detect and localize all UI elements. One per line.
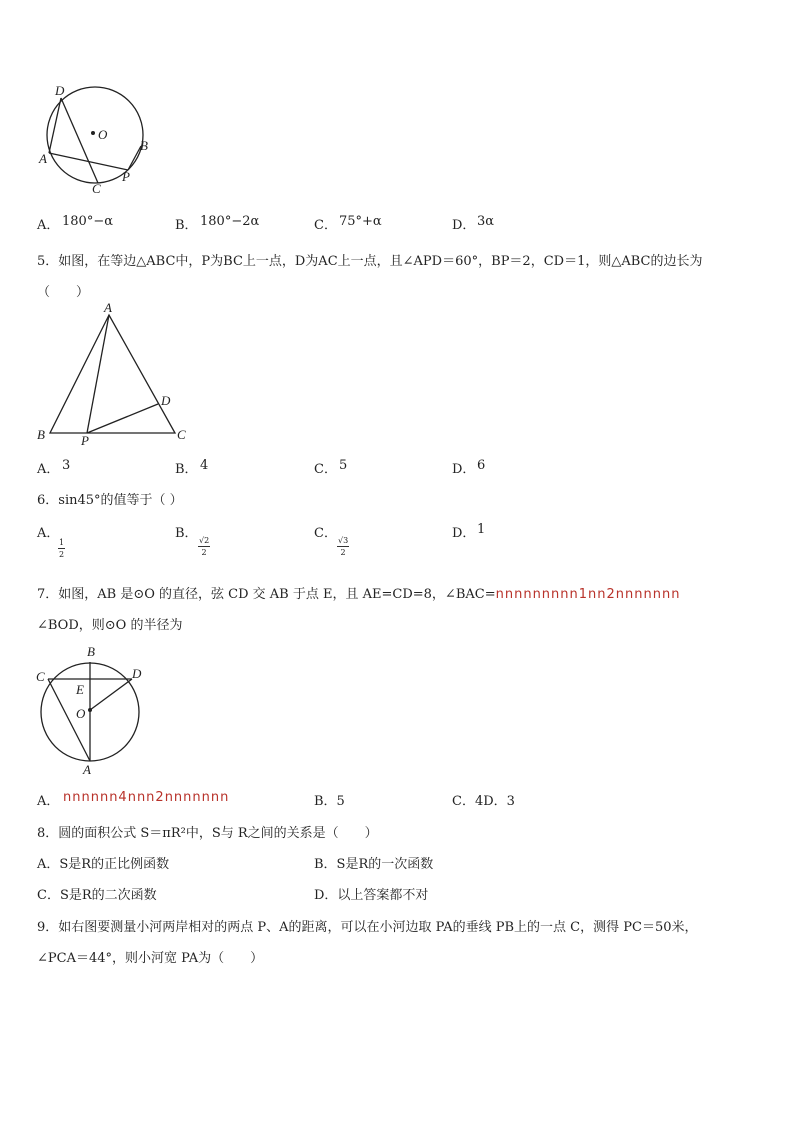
- q4-option-b: 180°−2α: [200, 214, 260, 229]
- q5-option-a-letter: A．: [37, 462, 60, 477]
- q5-label-C: C: [177, 427, 186, 442]
- q6-option-c-fraction: [337, 535, 349, 558]
- q4-option-a: 180°−α: [62, 214, 113, 229]
- q7-label-D: D: [132, 666, 142, 681]
- q4-option-a-letter: A．: [37, 218, 60, 233]
- q4-circle-figure: [30, 80, 160, 200]
- q6-option-c-denominator: 2: [340, 548, 346, 557]
- q4-line-DA: [49, 98, 61, 153]
- q4-center-dot: [91, 131, 95, 135]
- q6-option-c-numerator: √3: [338, 536, 349, 545]
- q5-label-A: A: [104, 300, 112, 315]
- q6-option-d-letter: D．: [452, 526, 476, 541]
- q8-option-d: D．以上答案都不对: [314, 888, 429, 903]
- q7-label-E: E: [76, 682, 84, 697]
- q8-option-b: B．S是R的一次函数: [314, 857, 434, 872]
- q5-label-P: P: [81, 433, 89, 448]
- q4-line-DC: [61, 98, 98, 183]
- q6-option-b-numerator: √2: [199, 536, 210, 545]
- q4-label-B: B: [140, 138, 148, 153]
- q7-garbled-formula: nnnnnnnnn1nn2nnnnnnn: [495, 587, 681, 602]
- q4-option-d-letter: D．: [452, 218, 476, 233]
- q9-stem-line1: 9．如右图要测量小河两岸相对的两点 P、A的距离，可以在小河边取 PA的垂线 PB上的一点 C，测得 PC＝50米，: [37, 920, 698, 935]
- q5-label-B: B: [37, 427, 45, 442]
- q6-option-b-denominator: 2: [201, 548, 207, 557]
- q7-stem-line1: [37, 583, 680, 602]
- q7-label-A: A: [83, 762, 91, 777]
- q8-stem: 8．圆的面积公式 S＝πR²中，S与 R之间的关系是（ ）: [37, 826, 378, 841]
- q5-stem-line2: （ ）: [37, 285, 90, 300]
- q6-option-a-numerator: 1: [59, 538, 65, 547]
- q7-stem-text: 7．如图，AB 是⊙O 的直径，弦 CD 交 AB 于点 E，且 AE=CD=8，∠BAC=: [37, 587, 496, 602]
- q7-option-a-letter: A．: [37, 794, 60, 809]
- q5-option-d: 6: [477, 458, 486, 473]
- q4-label-C: C: [92, 181, 101, 196]
- q6-option-c-letter: C．: [314, 526, 337, 541]
- q6-option-b-fraction: [198, 535, 210, 558]
- q5-triangle-figure: [30, 300, 200, 450]
- q4-option-c: 75°+α: [339, 214, 382, 229]
- q5-line-PD: [87, 404, 158, 433]
- q6-stem: 6．sin45°的值等于（ ）: [37, 493, 183, 508]
- q6-option-a-fraction: [58, 537, 65, 560]
- q5-option-d-letter: D．: [452, 462, 476, 477]
- q4-label-P: P: [122, 169, 130, 184]
- q5-option-a: 3: [62, 458, 71, 473]
- q8-option-c: C．S是R的二次函数: [37, 888, 157, 903]
- q5-option-b: 4: [200, 458, 209, 473]
- q6-option-b-letter: B．: [175, 526, 198, 541]
- q7-option-a-garbled: nnnnnn4nnn2nnnnnnn: [63, 790, 230, 805]
- q7-option-cd: C．4D．3: [452, 794, 515, 809]
- q7-stem-line2: ∠BOD，则⊙O 的半径为: [37, 618, 183, 633]
- q4-label-D: D: [55, 83, 65, 98]
- q7-label-C: C: [36, 669, 45, 684]
- q4-label-A: A: [39, 151, 47, 166]
- q5-option-c: 5: [339, 458, 348, 473]
- q7-center-dot: [88, 708, 92, 712]
- q4-line-AP: [49, 153, 128, 170]
- q4-option-c-letter: C．: [314, 218, 337, 233]
- q4-option-b-letter: B．: [175, 218, 198, 233]
- q5-line-AP: [87, 315, 109, 433]
- q7-option-b: B．5: [314, 794, 345, 809]
- q6-option-d: 1: [477, 522, 486, 537]
- q5-triangle-ABC: [50, 315, 175, 433]
- q7-line-OD: [90, 679, 132, 710]
- q5-stem-line1: 5．如图，在等边△ABC中，P为BC上一点，D为AC上一点，且∠APD＝60°，BP＝2，CD＝1，则△ABC的边长为: [37, 254, 703, 269]
- q5-option-b-letter: B．: [175, 462, 198, 477]
- q5-label-D: D: [161, 393, 171, 408]
- q4-label-O: O: [98, 127, 108, 142]
- q7-label-O: O: [76, 706, 86, 721]
- q4-option-d: 3α: [477, 214, 495, 229]
- q9-stem-line2: ∠PCA＝44°，则小河宽 PA为（ ）: [37, 951, 264, 966]
- q6-option-a-letter: A．: [37, 526, 60, 541]
- q7-label-B: B: [87, 644, 95, 659]
- q6-option-a-denominator: 2: [59, 550, 65, 559]
- q7-circle-figure: [30, 642, 150, 777]
- q5-option-c-letter: C．: [314, 462, 337, 477]
- q8-option-a: A．S是R的正比例函数: [37, 857, 170, 872]
